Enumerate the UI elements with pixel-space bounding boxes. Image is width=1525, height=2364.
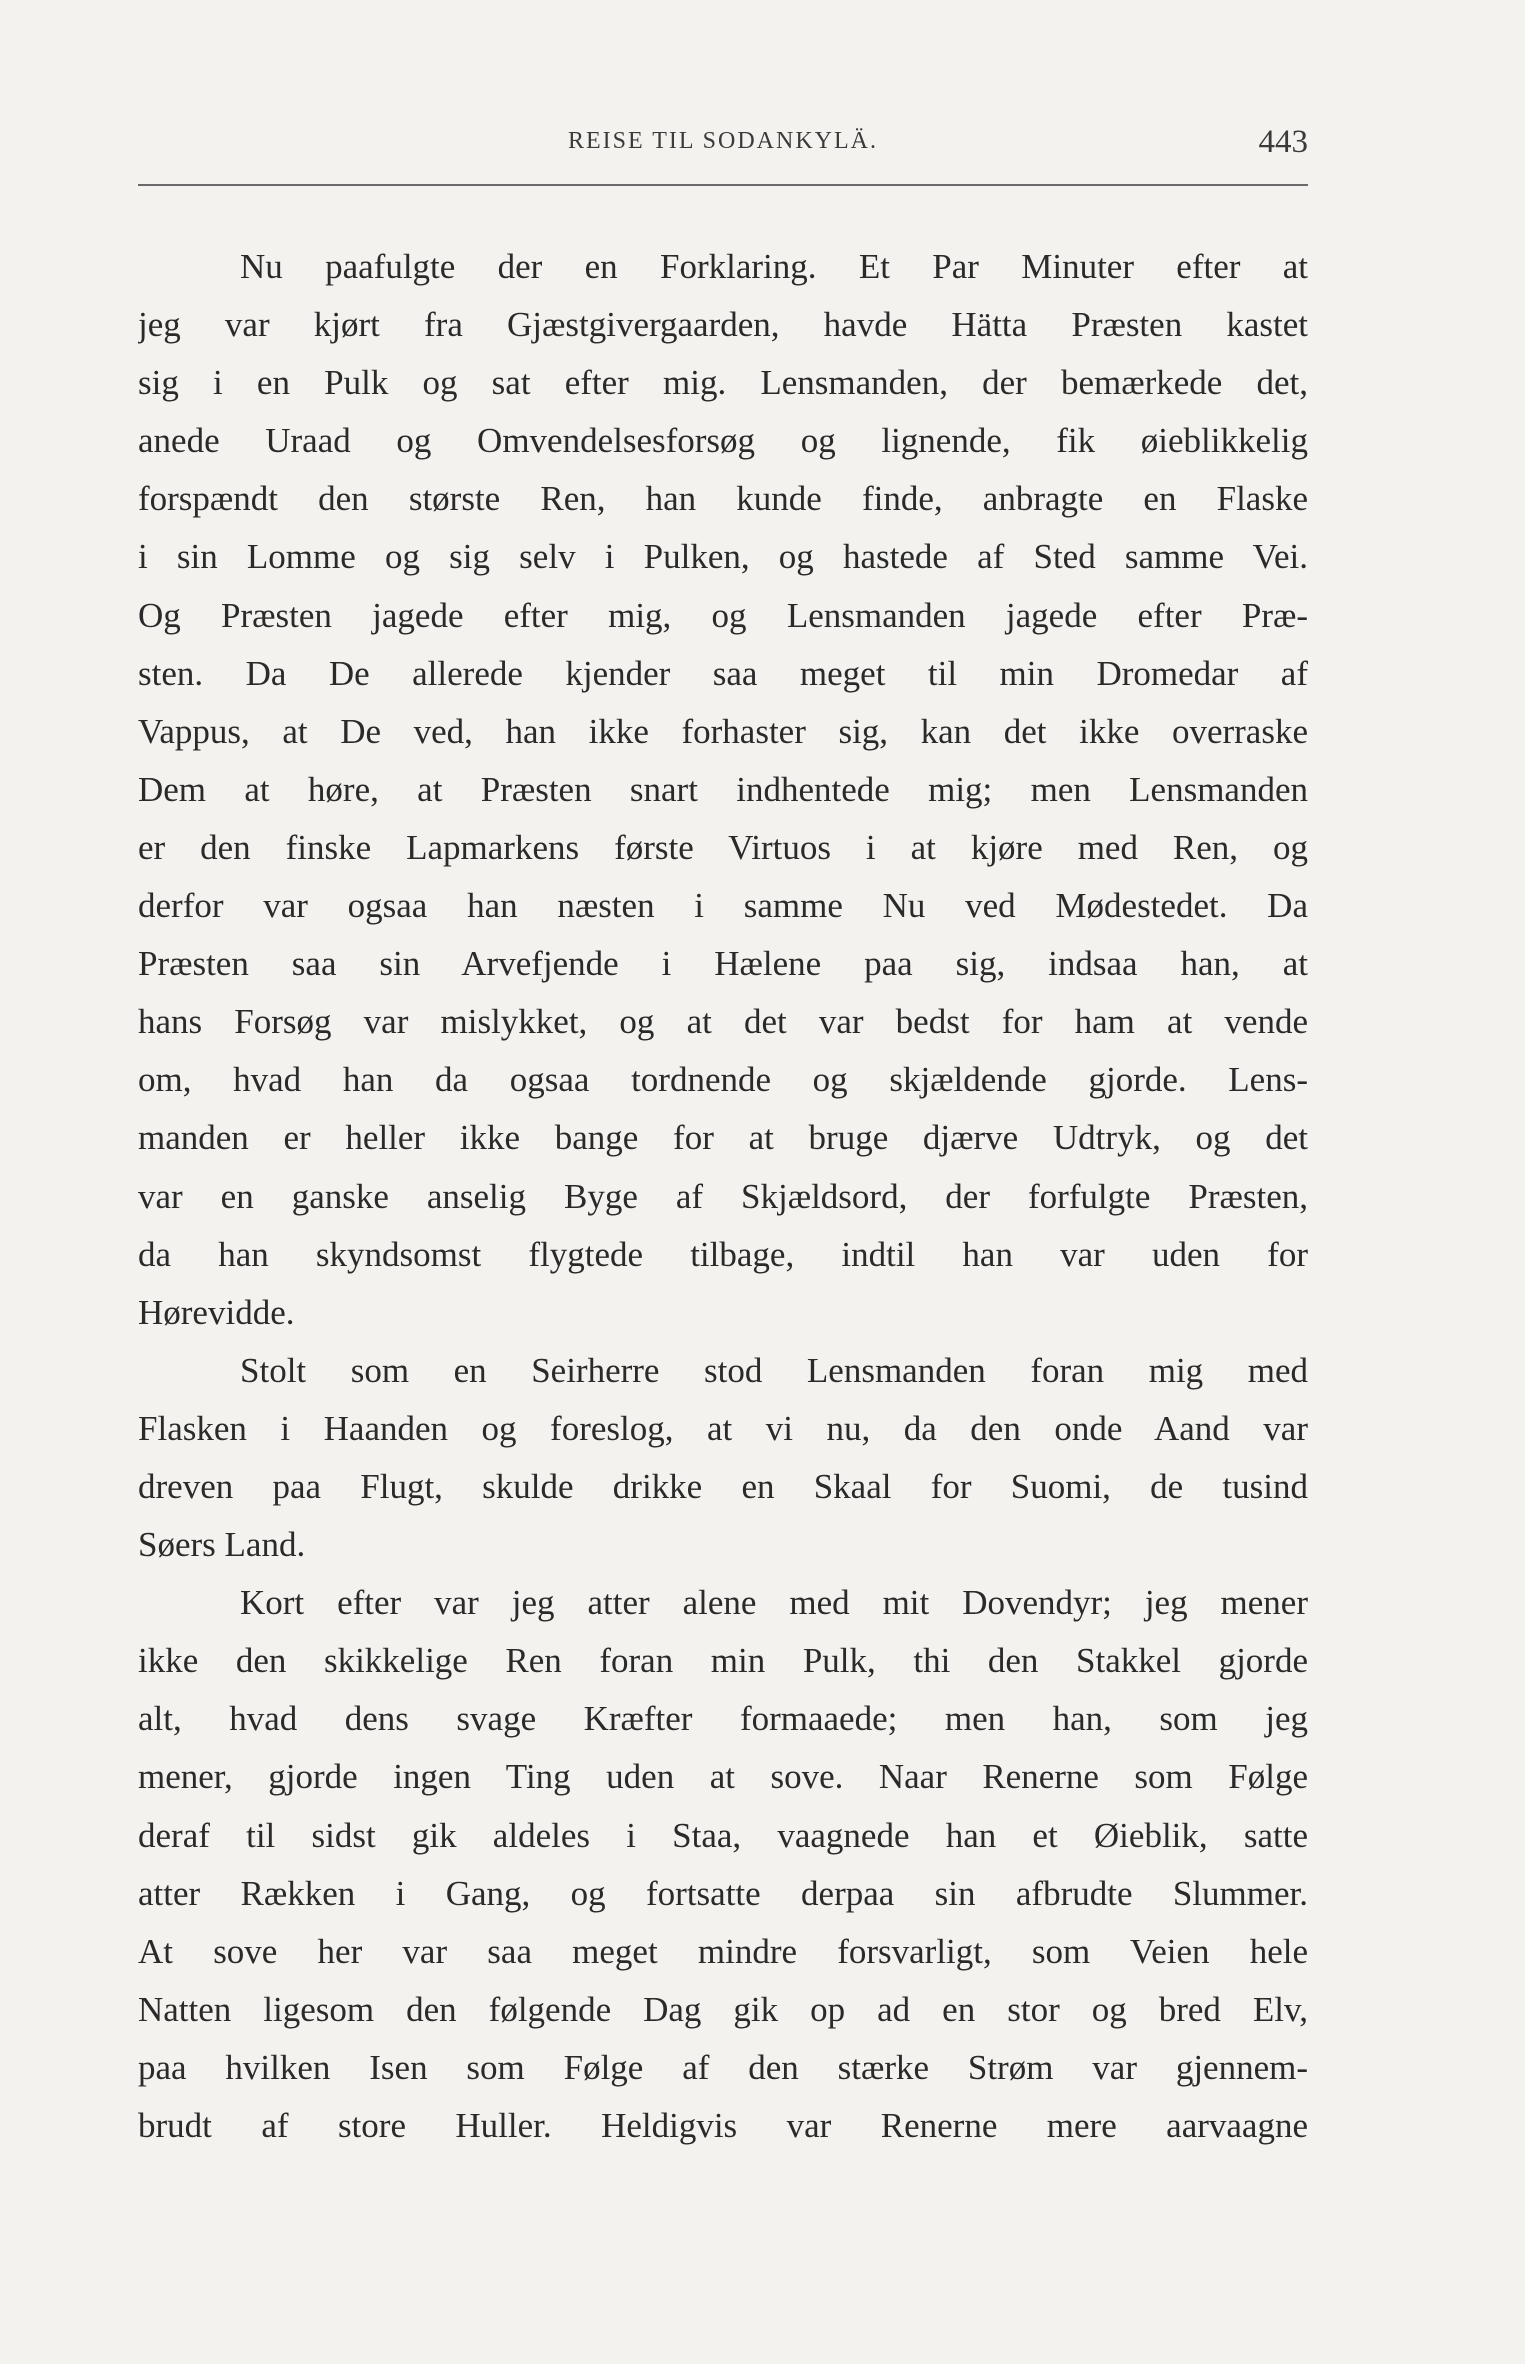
paragraph-1 (138, 238, 1308, 1342)
paragraph-3 (138, 1574, 1308, 2155)
text-line: Søers Land. (138, 1525, 306, 1565)
text-line: jeg var kjørt fra Gjæstgivergaarden, havde Hätta Præsten kastet (138, 305, 1308, 345)
text-line: om, hvad han da ogsaa tordnende og skjældende gjorde. Lens- (138, 1060, 1308, 1100)
text-line: sig i en Pulk og sat efter mig. Lensmanden, der bemærkede det, (138, 363, 1308, 403)
text-line: sten. Da De allerede kjender saa meget til min Dromedar af (138, 653, 1308, 693)
text-line: Dem at høre, at Præsten snart indhentede mig; men Lensmanden (138, 769, 1308, 809)
text-line: alt, hvad dens svage Kræfter formaaede; men han, som jeg (138, 1699, 1308, 1739)
page-number: 443 (1258, 124, 1308, 160)
text-line: atter Rækken i Gang, og fortsatte derpaa sin afbrudte Slummer. (138, 1873, 1308, 1913)
text-line: Og Præsten jagede efter mig, og Lensmanden jagede efter Præ- (138, 595, 1308, 635)
text-line: Vappus, at De ved, han ikke forhaster sig, kan det ikke overraske (138, 711, 1308, 751)
text-line: brudt af store Huller. Heldigvis var Renerne mere aarvaagne (138, 2106, 1308, 2145)
text-line: var en ganske anselig Byge af Skjældsord, der forfulgte Præsten, (138, 1176, 1308, 1216)
text-line: At sove her var saa meget mindre forsvarligt, som Veien hele (138, 1931, 1308, 1971)
text-line: i sin Lomme og sig selv i Pulken, og hastede af Sted samme Vei. (138, 537, 1308, 577)
text-line: Hørevidde. (138, 1292, 295, 1332)
text-line: Flasken i Haanden og foreslog, at vi nu, da den onde Aand var (138, 1408, 1308, 1448)
body-text (138, 238, 1308, 2155)
text-line: manden er heller ikke bange for at bruge djærve Udtryk, og det (138, 1118, 1308, 1158)
text-line: paa hvilken Isen som Følge af den stærke Strøm var gjennem- (138, 2047, 1308, 2087)
paragraph-2 (138, 1342, 1308, 1574)
text-line: deraf til sidst gik aldeles i Staa, vaagnede han et Øieblik, satte (138, 1815, 1308, 1855)
text-line: forspændt den største Ren, han kunde finde, anbragte en Flaske (138, 479, 1308, 519)
text-line: Præsten saa sin Arvefjende i Hælene paa sig, indsaa han, at (138, 944, 1308, 984)
text-line: Natten ligesom den følgende Dag gik op ad en stor og bred Elv, (138, 1989, 1308, 2029)
text-line: mener, gjorde ingen Ting uden at sove. Naar Renerne som Følge (138, 1757, 1308, 1797)
running-head (138, 124, 1308, 168)
text-line: dreven paa Flugt, skulde drikke en Skaal for Suomi, de tusind (138, 1466, 1308, 1506)
text-line: Stolt som en Seirherre stod Lensmanden foran mig med (240, 1350, 1308, 1390)
text-line: er den finske Lapmarkens første Virtuos i at kjøre med Ren, og (138, 827, 1308, 867)
text-line: Kort efter var jeg atter alene med mit Dovendyr; jeg mener (240, 1583, 1308, 1623)
text-line: da han skyndsomst flygtede tilbage, indtil han var uden for (138, 1234, 1308, 1274)
text-line: hans Forsøg var mislykket, og at det var bedst for ham at vende (138, 1002, 1308, 1042)
text-line: derfor var ogsaa han næsten i samme Nu ved Mødestedet. Da (138, 886, 1308, 926)
header-rule (138, 184, 1308, 186)
text-line: anede Uraad og Omvendelsesforsøg og lignende, fik øieblikkelig (138, 421, 1308, 461)
text-line: ikke den skikkelige Ren foran min Pulk, thi den Stakkel gjorde (138, 1641, 1308, 1681)
text-line: Nu paafulgte der en Forklaring. Et Par Minuter efter at (240, 247, 1308, 286)
running-title: REISE TIL SODANKYLÄ. (568, 128, 878, 154)
